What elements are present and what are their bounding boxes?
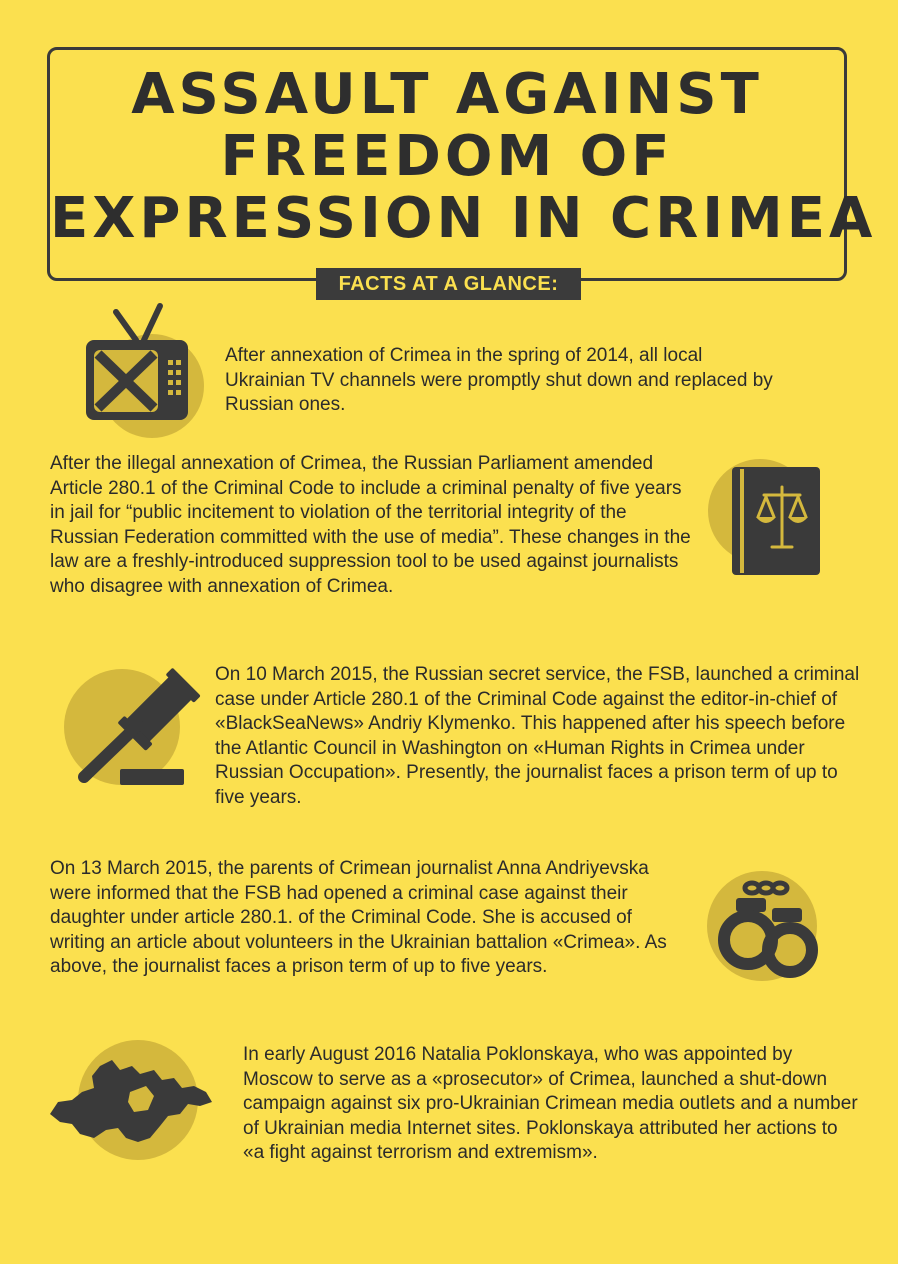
fact-5-text: In early August 2016 Natalia Poklonskaya, who was appointed by Moscow to serve as a «prosecutor» of Crimea, launched a shut-down campaign against six pro-Ukrainian Crimean media outlets and a number of Ukrainian media Internet sites. Poklonskaya attributed her actions to «a fight against terrorism and extremism». xyxy=(243,1044,858,1163)
handcuffs-icon xyxy=(700,868,840,988)
facts-badge: FACTS AT A GLANCE: xyxy=(316,268,581,300)
fact-2-text: After the illegal annexation of Crimea, the Russian Parliament amended Article 280.1 of the Criminal Code to include a criminal penalty of five years in jail for “public incitement to violation of the territorial integrity of the Russian Federation committed with the use of media”. These changes in the law are a freshly-introduced suppression tool to be used against journalists who disagree with annexation of Crimea. xyxy=(50,453,691,597)
fact-1-text: After annexation of Crimea in the spring of 2014, all local Ukrainian TV channels were promptly shut down and replaced by Russian ones. xyxy=(225,345,773,415)
title-line-2: FREEDOM OF xyxy=(220,124,674,189)
law-book-icon xyxy=(700,455,840,585)
fact-4-text: On 13 March 2015, the parents of Crimean journalist Anna Andriyevska were informed that the FSB had opened a criminal case against their daughter under article 280.1. of the Criminal Code. She is accused of writing an article about volunteers in the Ukrainian battalion «Crimea». As above, the journalist faces a prison term of up to five years. xyxy=(50,858,667,977)
tv-crossed-icon xyxy=(72,300,222,440)
title-line-3: EXPRESSION IN CRIMEA xyxy=(50,186,877,251)
fact-3-text: On 10 March 2015, the Russian secret service, the FSB, launched a criminal case under Article 280.1 of the Criminal Code against the editor-in-chief of «BlackSeaNews» Andriy Klymenko. This happened after his speech before the Atlantic Council in Washington on «Human Rights in Crimea under Russian Occupation». Presently, the journalist faces a prison term of up to five years. xyxy=(215,664,860,808)
crimea-map-icon xyxy=(42,1030,222,1170)
title-line-1: ASSAULT AGAINST xyxy=(131,62,763,127)
title-box xyxy=(47,47,877,281)
page-title xyxy=(50,62,877,251)
gavel-icon xyxy=(62,665,212,795)
